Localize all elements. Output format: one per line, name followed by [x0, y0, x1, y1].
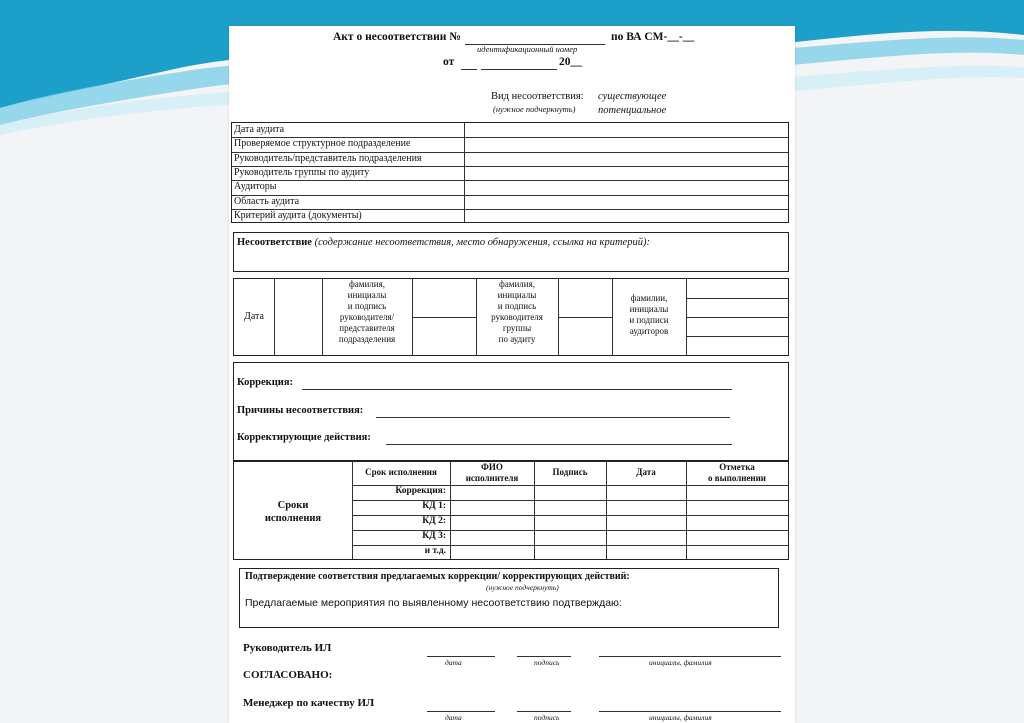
- audit-row-value[interactable]: [466, 152, 786, 166]
- terms-row-label: КД 3:: [422, 531, 446, 541]
- document-page: [229, 26, 795, 723]
- qm-name-caption: инициалы, фамилия: [649, 713, 712, 722]
- sig-group-header: фамилия, инициалы и подпись руководителя группы по аудиту: [491, 279, 543, 344]
- qm-sign-caption: подпись: [534, 713, 560, 722]
- head-date-caption: дата: [445, 658, 462, 667]
- kind-option-potential: потенциальное: [598, 105, 667, 116]
- qm-date-caption: дата: [445, 713, 462, 722]
- sig-date-header: Дата: [244, 311, 264, 322]
- audit-row-value[interactable]: [466, 180, 786, 194]
- month-line: [481, 69, 557, 70]
- audit-row-value[interactable]: [466, 166, 786, 180]
- confirmation-title: Подтверждение соответствия предлагаемых коррекции/ корректирующих действий:: [245, 571, 630, 582]
- corrective-line: [386, 444, 732, 445]
- correction-label: Коррекция:: [237, 377, 294, 388]
- act-title-suffix: по ВА СМ-__-__: [611, 31, 695, 43]
- audit-row-value[interactable]: [466, 209, 786, 223]
- nonconformity-hint: (содержание несоответствия, место обнаружения, ссылка на критерий):: [314, 237, 650, 248]
- correction-line: [302, 389, 732, 390]
- terms-header-3: Дата: [636, 467, 656, 477]
- audit-row-label: Руководитель/представитель подразделения: [234, 152, 422, 164]
- sig-auditors-header: фамилии, инициалы и подписи аудиторов: [629, 293, 669, 336]
- kind-hint: (нужное подчеркнуть): [493, 104, 576, 114]
- id-number-hint: идентификационный номер: [477, 44, 578, 54]
- head-il-label: Руководитель ИЛ: [243, 642, 332, 654]
- date-year: 20__: [559, 56, 582, 68]
- terms-label: Сроки исполнения: [264, 500, 322, 524]
- nonconformity-label: Несоответствие: [237, 237, 312, 248]
- date-prefix: от: [443, 56, 455, 68]
- terms-row-label: Коррекция:: [395, 486, 446, 496]
- terms-header-0: Срок исполнения: [365, 467, 437, 477]
- audit-row-label: Аудиторы: [234, 181, 277, 193]
- act-title-prefix: Акт о несоответствии №: [333, 31, 461, 43]
- corrective-label: Корректирующие действия:: [237, 432, 371, 443]
- nonconformity-box: [233, 232, 789, 272]
- signatures-table: [233, 278, 789, 356]
- terms-row-label: КД 1:: [422, 501, 446, 511]
- terms-header-4: Отметка о выполнении: [708, 462, 766, 483]
- audit-row-value[interactable]: [466, 123, 786, 137]
- audit-row-value[interactable]: [466, 195, 786, 209]
- head-sign-caption: подпись: [534, 658, 560, 667]
- kind-option-existing: существующее: [598, 91, 667, 102]
- confirmation-hint: (нужное подчеркнуть): [486, 583, 559, 592]
- agreed-label: СОГЛАСОВАНО:: [243, 669, 333, 681]
- audit-row-label: Критерий аудита (документы): [234, 209, 362, 221]
- head-name-caption: инициалы, фамилия: [649, 658, 712, 667]
- audit-row-label: Область аудита: [234, 195, 300, 207]
- sig-head-header: фамилия, инициалы и подпись руководителя/ представителя подразделения: [338, 279, 396, 344]
- causes-line: [376, 417, 730, 418]
- terms-row-label: и т.д.: [424, 546, 446, 556]
- audit-row-label: Дата аудита: [234, 124, 285, 135]
- confirmation-text: Предлагаемые мероприятия по выявленному несоответствию подтверждаю:: [245, 597, 622, 609]
- terms-header-1: ФИО исполнителя: [465, 462, 519, 483]
- terms-table: [233, 460, 789, 560]
- audit-row-value[interactable]: [466, 137, 786, 151]
- terms-header-2: Подпись: [552, 467, 588, 477]
- audit-row-label: Руководитель группы по аудиту: [234, 166, 370, 178]
- audit-row-label: Проверяемое структурное подразделение: [234, 138, 411, 150]
- actions-box: [233, 362, 789, 462]
- confirmation-box: [239, 568, 779, 628]
- causes-label: Причины несоответствия:: [237, 405, 364, 416]
- terms-row-label: КД 2:: [422, 516, 446, 526]
- qm-label: Менеджер по качеству ИЛ: [243, 697, 375, 709]
- audit-info-table: [231, 122, 789, 223]
- day-line: [461, 69, 477, 70]
- kind-label: Вид несоответствия:: [491, 91, 584, 102]
